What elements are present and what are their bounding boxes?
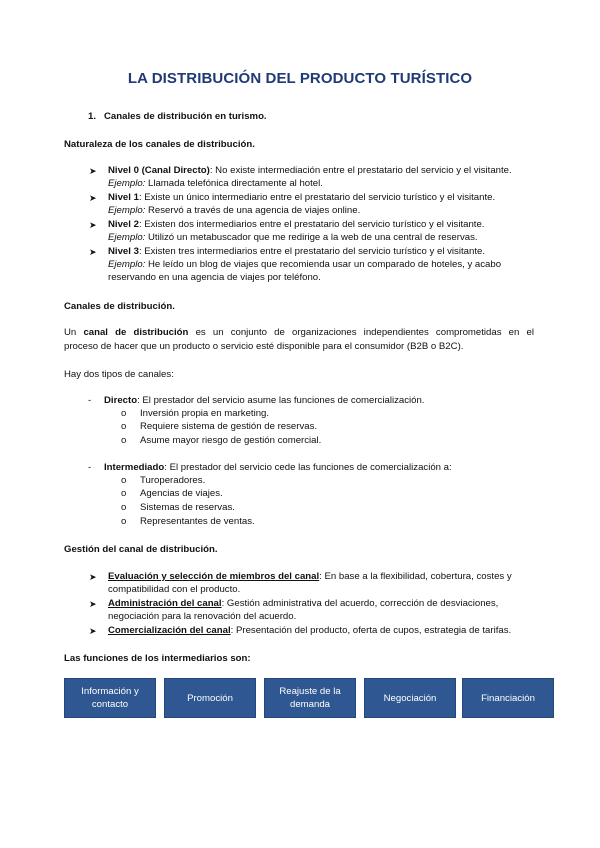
para-pre: Un: [64, 327, 84, 338]
circle-bullet-icon: o: [121, 421, 127, 432]
example-label: Ejemplo:: [108, 232, 146, 243]
canales-heading: Canales de distribución.: [64, 301, 175, 312]
arrow-bullet-icon: ➤: [89, 220, 97, 230]
directo-item: Inversión propia en marketing.: [140, 408, 270, 419]
level-0-line: [108, 165, 512, 177]
level-2-text: : Existen dos intermediarios entre el prestatario del servicio turístico y el visitante.: [138, 219, 485, 230]
funcion-box-informacion: [64, 678, 156, 718]
intermediado-item: Sistemas de reservas.: [140, 502, 235, 513]
intermediado-item: Turoperadores.: [140, 475, 206, 486]
circle-bullet-icon: o: [121, 475, 127, 486]
arrow-bullet-icon: ➤: [89, 247, 97, 257]
gestion-item-2: [108, 625, 511, 637]
arrow-bullet-icon: ➤: [89, 599, 97, 609]
funcion-line1: Reajuste de la: [279, 686, 341, 697]
level-2-line: [108, 219, 484, 231]
circle-bullet-icon: o: [121, 488, 127, 499]
gestion-item-1: [108, 598, 498, 610]
funcion-box-financiacion: [462, 678, 554, 718]
level-1-text: : Existe un único intermediario entre el prestatario del servicio turístico y el visitante.: [138, 192, 496, 203]
funcion-line2: contacto: [91, 699, 129, 710]
funcion-box-promocion: [164, 678, 256, 718]
funcion-line2: demanda: [289, 699, 330, 710]
directo-item: Requiere sistema de gestión de reservas.: [140, 421, 318, 432]
level-1-example: [108, 205, 360, 217]
funcion-box-label: [279, 685, 340, 711]
example-text: Llamada telefónica directamente al hotel.: [145, 178, 323, 189]
gestion-item-text: : Gestión administrativa del acuerdo, corrección de desviaciones,: [221, 598, 499, 609]
level-3-label: Nivel 3: [108, 246, 139, 257]
example-text: Reservó a través de una agencia de viajes online.: [145, 205, 361, 216]
intermediado-item: Representantes de ventas.: [140, 516, 255, 527]
gestion-item-0: [108, 571, 512, 583]
directo-label: Directo: [104, 395, 138, 406]
example-label: Ejemplo:: [108, 205, 146, 216]
arrow-bullet-icon: ➤: [89, 166, 97, 176]
funcion-box-reajuste: [264, 678, 356, 718]
canales-para-line2: proceso de hacer que un producto o servicio esté disponible para el consumidor (B2B o B2C).: [64, 341, 464, 352]
gestion-item-1-cont: negociación para la renovación del acuerdo.: [108, 611, 297, 622]
canales-para-line1: [64, 327, 534, 339]
level-3-text: : Existen tres intermediarios entre el prestatario del servicio turístico y el visitante.: [138, 246, 485, 257]
gestion-item-text: : En base a la flexibilidad, cobertura, costes y: [319, 571, 512, 582]
funciones-heading: Las funciones de los intermediarios son:: [64, 653, 251, 664]
funcion-box-label: Negociación: [383, 692, 437, 704]
directo-line: [104, 395, 424, 407]
intermediado-line: [104, 462, 452, 474]
funciones-boxes: [64, 678, 554, 718]
circle-bullet-icon: o: [121, 502, 127, 513]
dash-bullet-icon: -: [88, 462, 92, 473]
gestion-item-label: Administración del canal: [108, 598, 222, 609]
directo-text: : El prestador del servicio asume las funciones de comercialización.: [137, 395, 425, 406]
gestion-item-label: Comercialización del canal: [108, 625, 231, 636]
example-text: Utilizó un metabuscador que me redirige a la web de una central de reservas.: [145, 232, 478, 243]
intermediado-label: Intermediado: [104, 462, 165, 473]
level-1-line: [108, 192, 495, 204]
intermediado-item: Agencias de viajes.: [140, 488, 223, 499]
example-label: Ejemplo:: [108, 178, 146, 189]
tipos-intro: Hay dos tipos de canales:: [64, 369, 174, 380]
example-label: Ejemplo:: [108, 259, 146, 270]
funcion-box-label: Financiación: [481, 692, 535, 704]
para-bold: canal de distribución: [83, 327, 189, 338]
gestion-heading: Gestión del canal de distribución.: [64, 544, 218, 555]
dash-bullet-icon: -: [88, 395, 92, 406]
funcion-box-negociacion: [364, 678, 456, 718]
arrow-bullet-icon: ➤: [89, 626, 97, 636]
funcion-line1: Información y: [81, 686, 139, 697]
naturaleza-heading: Naturaleza de los canales de distribución.: [64, 139, 255, 150]
example-text: He leído un blog de viajes que recomienda usar un comparado de hoteles, y acabo: [145, 259, 502, 270]
gestion-item-0-cont: compatibilidad con el producto.: [108, 584, 241, 595]
level-3-example-cont: reservando en una agencia de viajes por teléfono.: [108, 272, 321, 283]
level-0-example: [108, 178, 323, 190]
level-3-line: [108, 246, 485, 258]
para-line1: es un conjunto de organizaciones independientes comprometidas en el: [188, 327, 534, 338]
funcion-box-label: [81, 685, 139, 711]
level-1-label: Nivel 1: [108, 192, 139, 203]
level-2-label: Nivel 2: [108, 219, 139, 230]
arrow-bullet-icon: ➤: [89, 193, 97, 203]
intermediado-text: : El prestador del servicio cede las funciones de comercialización a:: [164, 462, 452, 473]
arrow-bullet-icon: ➤: [89, 572, 97, 582]
gestion-item-label: Evaluación y selección de miembros del canal: [108, 571, 320, 582]
gestion-item-text: : Presentación del producto, oferta de cupos, estrategia de tarifas.: [230, 625, 512, 636]
funcion-box-label: Promoción: [187, 692, 233, 704]
circle-bullet-icon: o: [121, 408, 127, 419]
circle-bullet-icon: o: [121, 435, 127, 446]
level-2-example: [108, 232, 478, 244]
level-0-text: : No existe intermediación entre el prestatario del servicio y el visitante.: [209, 165, 512, 176]
circle-bullet-icon: o: [121, 516, 127, 527]
level-3-example: [108, 259, 501, 271]
document-title: LA DISTRIBUCIÓN DEL PRODUCTO TURÍSTICO: [127, 70, 473, 87]
section-number: 1.: [88, 111, 97, 122]
level-0-label: Nivel 0 (Canal Directo): [108, 165, 210, 176]
directo-item: Asume mayor riesgo de gestión comercial.: [140, 435, 322, 446]
section-heading: Canales de distribución en turismo.: [104, 111, 267, 122]
